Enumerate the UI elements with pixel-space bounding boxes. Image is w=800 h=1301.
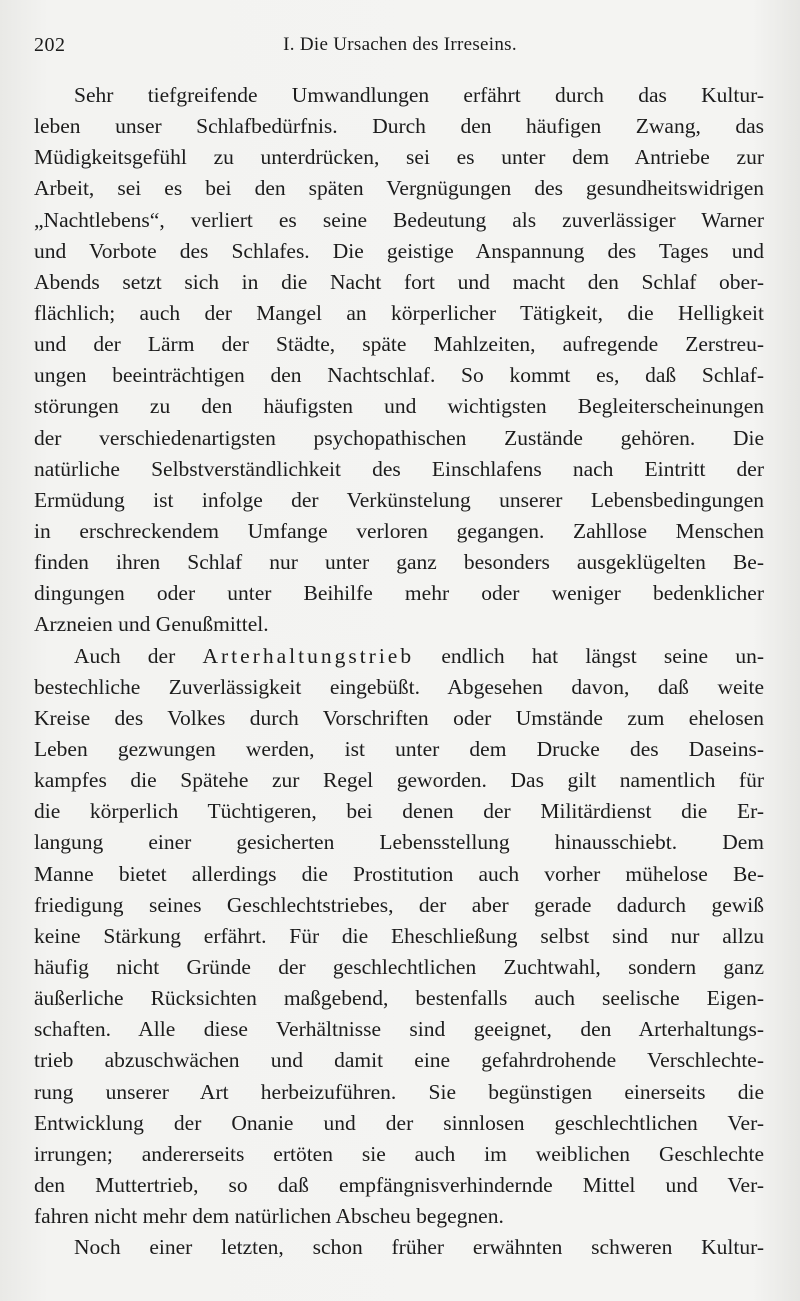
text-line: leben unser Schlafbedürfnis. Durch den häufigen Zwang, das [34, 114, 764, 139]
text-line: Kreise des Volkes durch Vorschriften oder Umstände zum ehelosen [34, 705, 764, 730]
text-line: friedigung seines Geschlechtstriebes, der aber gerade dadurch gewiß [34, 892, 764, 917]
page-number: 202 [34, 34, 66, 56]
text-line: und Vorbote des Schlafes. Die geistige Anspannung des Tages und [34, 238, 764, 263]
text-line: den Muttertrieb, so daß empfängnisverhindernde Mittel und Ver- [34, 1172, 764, 1197]
text-line: Arzneien und Genußmittel. [34, 612, 269, 637]
text-line: äußerliche Rücksichten maßgebend, bestenfalls auch seelische Eigen- [34, 986, 764, 1011]
text-line: rung unserer Art herbeizuführen. Sie begünstigen einerseits die [34, 1079, 764, 1104]
text-line: langung einer gesicherten Lebensstellung hinausschiebt. Dem [34, 830, 764, 855]
text-line: dingungen oder unter Beihilfe mehr oder weniger bedenklicher [34, 581, 764, 606]
text-line: Leben gezwungen werden, ist unter dem Drucke des Daseins- [34, 736, 764, 761]
text-segment: Auch der [74, 643, 203, 668]
text-line: keine Stärkung erfährt. Für die Eheschließung selbst sind nur allzu [34, 923, 764, 948]
text-line: Noch einer letzten, schon früher erwähnten schweren Kultur- [74, 1235, 764, 1260]
text-line-with-emphasis [34, 641, 764, 672]
running-title: I. Die Ursachen des Irreseins. [283, 34, 517, 55]
text-line: ungen beeinträchtigen den Nachtschlaf. So kommt es, daß Schlaf- [34, 363, 764, 388]
text-line: der verschiedenartigsten psychopathischen Zustände gehören. Die [34, 425, 764, 450]
body-text [34, 80, 764, 1263]
text-line: schaften. Alle diese Verhältnisse sind geeignet, den Arterhaltungs- [34, 1017, 764, 1042]
text-line: die körperlich Tüchtigeren, bei denen der Militärdienst die Er- [34, 799, 764, 824]
text-line: kampfes die Spätehe zur Regel geworden. Das gilt namentlich für [34, 768, 764, 793]
text-segment: endlich hat längst seine un- [414, 643, 764, 668]
text-line: trieb abzuschwächen und damit eine gefahrdrohende Verschlechte- [34, 1048, 764, 1073]
text-line: Ermüdung ist infolge der Verkünstelung unserer Lebensbedingungen [34, 487, 764, 512]
text-line: natürliche Selbstverständlichkeit des Einschlafens nach Eintritt der [34, 456, 764, 481]
text-line: störungen zu den häufigsten und wichtigsten Begleiterscheinungen [34, 394, 764, 419]
text-line: häufig nicht Gründe der geschlechtlichen Zuchtwahl, sondern ganz [34, 954, 764, 979]
text-line: Entwicklung der Onanie und der sinnlosen geschlechtlichen Ver- [34, 1110, 764, 1135]
text-line: in erschreckendem Umfange verloren gegangen. Zahllose Menschen [34, 518, 764, 543]
text-line: Abends setzt sich in die Nacht fort und macht den Schlaf ober- [34, 269, 764, 294]
text-line: und der Lärm der Städte, späte Mahlzeiten, aufregende Zerstreu- [34, 332, 764, 357]
text-line: bestechliche Zuverlässigkeit eingebüßt. Abgesehen davon, daß weite [34, 674, 764, 699]
text-line: Sehr tiefgreifende Umwandlungen erfährt durch das Kultur- [74, 83, 764, 107]
text-line: Müdigkeitsgefühl zu unterdrücken, sei es unter dem Antriebe zur [34, 145, 764, 170]
page-header [34, 34, 766, 60]
text-line: Manne bietet allerdings die Prostitution auch vorher mühelose Be- [34, 861, 764, 886]
text-line: „Nachtlebens“, verliert es seine Bedeutung als zuverlässiger Warner [34, 207, 764, 232]
text-line: Arbeit, sei es bei den späten Vergnügungen des gesundheitswidrigen [34, 176, 764, 201]
emphasized-term: Arterhaltungstrieb [202, 643, 415, 668]
text-line: flächlich; auch der Mangel an körperlicher Tätigkeit, die Helligkeit [34, 300, 764, 325]
text-line: finden ihren Schlaf nur unter ganz besonders ausgeklügelten Be- [34, 550, 764, 575]
text-line: fahren nicht mehr dem natürlichen Abscheu begegnen. [34, 1204, 504, 1229]
text-line: irrungen; andererseits ertöten sie auch im weiblichen Geschlechte [34, 1141, 764, 1166]
